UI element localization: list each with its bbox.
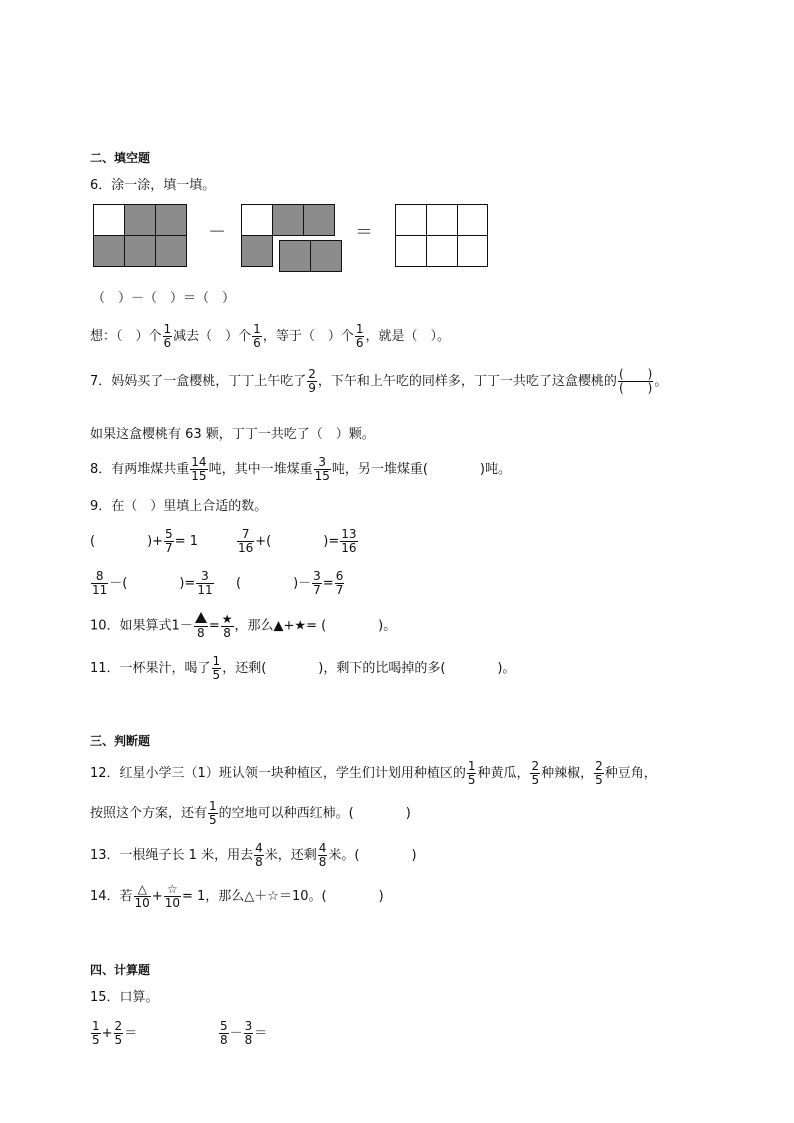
- question-10: [90, 612, 396, 640]
- denominator: 5: [92, 1033, 100, 1048]
- numerator: 2: [308, 367, 316, 381]
- grid-cell-shaded: [124, 204, 156, 236]
- grid-cell: [457, 235, 488, 267]
- grid-cell: [457, 204, 488, 236]
- blank-expression[interactable]: ( )－: [236, 576, 312, 592]
- question-8: [90, 456, 511, 483]
- star-icon: ★: [294, 618, 307, 634]
- q11-text: 11．一杯果汁，喝了: [90, 661, 211, 677]
- numerator: 2: [114, 1019, 123, 1033]
- denominator: 8: [244, 1033, 253, 1048]
- numerator: 3: [244, 1019, 253, 1033]
- section-title-calculation: 四、计算题: [90, 963, 151, 977]
- grid-cell-shaded: [303, 204, 335, 236]
- q8-text: 吨，其中一堆煤重: [208, 462, 313, 478]
- denominator: 5: [114, 1033, 123, 1048]
- fraction: [208, 800, 218, 827]
- denominator: 8: [223, 625, 231, 640]
- star-icon: ☆: [164, 883, 181, 897]
- q12-text: 种豆角，: [604, 766, 657, 782]
- numerator: 1: [212, 654, 221, 668]
- fraction: [335, 570, 345, 597]
- denominator: 15: [314, 469, 330, 484]
- fraction: [190, 456, 207, 483]
- grid-cell-shaded: [93, 235, 125, 267]
- fraction: [355, 323, 365, 350]
- denominator: 5: [212, 668, 221, 683]
- grid-cell-shaded: [272, 204, 304, 236]
- question-9-text: 9．在（ ）里填上合适的数。: [90, 499, 268, 514]
- question-13: [90, 842, 417, 869]
- star-icon: ★: [221, 611, 233, 626]
- q9-equation-2: [236, 528, 359, 555]
- blank-denominator[interactable]: ( ): [618, 381, 653, 396]
- denominator: 7: [313, 583, 321, 598]
- think-text: ，就是（ ）。: [365, 329, 450, 345]
- q12-text: 12．红星小学三（1）班认领一块种植区，学生们计划用种植区的: [90, 766, 466, 782]
- numerator: 1: [253, 322, 261, 336]
- fraction: [91, 1020, 101, 1047]
- triangle-icon: [194, 612, 208, 627]
- grid-cell: [426, 204, 458, 236]
- q8-text: 吨，另一堆煤重( )吨。: [331, 462, 512, 478]
- denominator: 6: [253, 336, 261, 351]
- denominator: 8: [197, 626, 205, 641]
- q10-text: = ( )。: [306, 618, 397, 634]
- fraction: [467, 760, 477, 787]
- fraction: [530, 760, 540, 787]
- q8-text: 8．有两堆煤共重: [90, 462, 190, 478]
- q12-text: 种辣椒，: [541, 766, 594, 782]
- q11-text: ，还剩( )，剩下的比喝掉的多( )。: [222, 661, 516, 677]
- numerator: 5: [220, 1019, 228, 1033]
- fraction: [252, 323, 262, 350]
- denominator: 10: [164, 896, 181, 911]
- numerator: 2: [595, 759, 603, 773]
- fraction: [164, 528, 174, 555]
- grid-cell-shaded: [155, 204, 187, 236]
- grid-cell: [395, 204, 427, 236]
- grid-cell-shaded: [310, 240, 342, 272]
- denominator: 8: [220, 1033, 228, 1048]
- q13-text: 米，还剩: [264, 848, 317, 864]
- denominator: 6: [163, 336, 172, 351]
- question-12-line-2: [90, 800, 411, 827]
- numerator: 14: [191, 455, 207, 469]
- numerator: 3: [313, 569, 321, 583]
- q10-text: ，那么: [234, 618, 274, 634]
- fraction: [307, 368, 317, 395]
- denominator: 8: [318, 855, 327, 870]
- equation-tail: = 1: [174, 534, 198, 550]
- q9-equation-1: [90, 528, 198, 555]
- denominator: 16: [238, 541, 254, 556]
- denominator: 5: [209, 813, 217, 828]
- question-7-line-2: 如果这盒樱桃有 63 颗，丁丁一共吃了（ ）颗。: [90, 427, 375, 442]
- grid-cell-shaded: [124, 235, 156, 267]
- numerator: 8: [91, 570, 108, 584]
- question-14: [90, 883, 384, 910]
- minus: －: [229, 1026, 243, 1042]
- blank-expression[interactable]: ( )+: [90, 534, 164, 550]
- question-7-line-1: [90, 368, 667, 395]
- think-text: ，等于（ ）个: [262, 329, 354, 345]
- blank-expression[interactable]: －( )=: [109, 576, 196, 592]
- equals: ＝: [124, 1026, 138, 1042]
- q12-text: 种黄瓜，: [477, 766, 530, 782]
- fraction: [594, 760, 604, 787]
- q7-text: 。: [654, 374, 668, 390]
- numerator: 6: [335, 569, 344, 583]
- denominator: 6: [355, 336, 364, 351]
- question-6-think-line: [90, 323, 450, 350]
- numerator: 1: [209, 799, 217, 813]
- fraction: [254, 842, 264, 869]
- q14-text: 14．若: [90, 889, 133, 905]
- denominator: 9: [308, 381, 316, 396]
- fraction: [312, 570, 322, 597]
- fraction: [219, 1020, 229, 1047]
- grid-cell-shaded: [279, 240, 311, 272]
- numerator: 4: [318, 841, 327, 855]
- denominator: 16: [341, 541, 357, 556]
- fraction: [237, 528, 254, 555]
- numerator: 3: [314, 456, 331, 470]
- grid-cell: [241, 204, 273, 236]
- q13-text: 13．一根绳子长 1 米，用去: [90, 848, 254, 864]
- plus: +: [283, 618, 295, 634]
- fraction: [91, 570, 108, 597]
- denominator: 5: [595, 773, 603, 788]
- plus: +: [151, 889, 163, 905]
- section-title-judge: 三、判断题: [90, 734, 151, 748]
- numerator: 13: [341, 527, 357, 541]
- denominator: 7: [335, 583, 344, 598]
- q7-text: 7．妈妈买了一盒樱桃，丁丁上午吃了: [90, 374, 307, 390]
- q15-expression-1: [90, 1020, 137, 1047]
- question-15-text: 15．口算。: [90, 990, 159, 1005]
- blank-fraction[interactable]: [618, 368, 653, 395]
- denominator: 5: [531, 773, 540, 788]
- question-12-line-1: [90, 760, 657, 787]
- denominator: 10: [134, 896, 150, 911]
- numerator: 1: [92, 1019, 100, 1033]
- numerator: 5: [165, 527, 173, 541]
- plus: +: [101, 1026, 113, 1042]
- equals: =: [322, 576, 334, 592]
- fraction-star: [221, 613, 234, 640]
- fraction: [314, 456, 331, 483]
- fraction-triangle: [194, 612, 208, 640]
- q12-text: 按照这个方案，还有: [90, 806, 208, 822]
- denominator: 8: [255, 855, 263, 870]
- question-6-blank-equation: （ ）－（ ）＝（ ）: [92, 291, 236, 306]
- blank-expression[interactable]: +( )=: [255, 534, 340, 550]
- denominator: 5: [467, 773, 476, 788]
- grid-cell-shaded: [155, 235, 187, 267]
- numerator: 1: [467, 759, 476, 773]
- fraction: [244, 1020, 254, 1047]
- denominator: 11: [197, 583, 213, 598]
- denominator: 7: [165, 541, 173, 556]
- grid-cell: [426, 235, 458, 267]
- equals: ＝: [254, 1026, 268, 1042]
- fraction: [212, 655, 222, 682]
- question-11: [90, 655, 515, 682]
- question-6-text: 6．涂一涂，填一填。: [90, 178, 216, 193]
- section-title-fill-blank: 二、填空题: [90, 151, 151, 165]
- triangle-icon: ▲: [273, 618, 284, 634]
- numerator: 4: [255, 841, 263, 855]
- numerator: 1: [355, 322, 364, 336]
- equal-sign: ＝: [355, 222, 373, 243]
- fraction: [163, 323, 173, 350]
- numerator: 1: [163, 322, 172, 336]
- fraction: [196, 570, 213, 597]
- fraction: [114, 1020, 124, 1047]
- triangle-icon: △: [134, 883, 151, 897]
- q12-text: 的空地可以种西红柿。( ): [218, 806, 411, 822]
- equals: =: [208, 618, 220, 634]
- think-text: 减去（ ）个: [173, 329, 252, 345]
- q7-text: ，下午和上午吃的同样多，丁丁一共吃了这盒樱桃的: [317, 374, 617, 390]
- q14-text: = 1，那么△＋☆＝10。( ): [182, 889, 384, 905]
- q9-equation-3: [90, 570, 215, 597]
- fraction: [318, 842, 328, 869]
- think-text: 想：（ ）个: [90, 329, 162, 345]
- fraction: [340, 528, 357, 555]
- fraction: [134, 883, 151, 910]
- grid-cell: [93, 204, 125, 236]
- numerator: 3: [196, 570, 213, 584]
- denominator: 15: [191, 469, 207, 484]
- grid-cell: [395, 235, 427, 267]
- q9-equation-4: [236, 570, 345, 597]
- grid-cell-shaded: [241, 235, 273, 267]
- blank-numerator[interactable]: ( ): [618, 367, 653, 381]
- numerator: 7: [237, 528, 254, 542]
- q15-expression-2: [218, 1020, 267, 1047]
- minus-sign: －: [208, 222, 226, 243]
- q10-text: 10．如果算式1－: [90, 618, 193, 634]
- q13-text: 米。( ): [328, 848, 417, 864]
- numerator: 2: [531, 759, 540, 773]
- denominator: 11: [92, 583, 108, 598]
- fraction: [164, 883, 181, 910]
